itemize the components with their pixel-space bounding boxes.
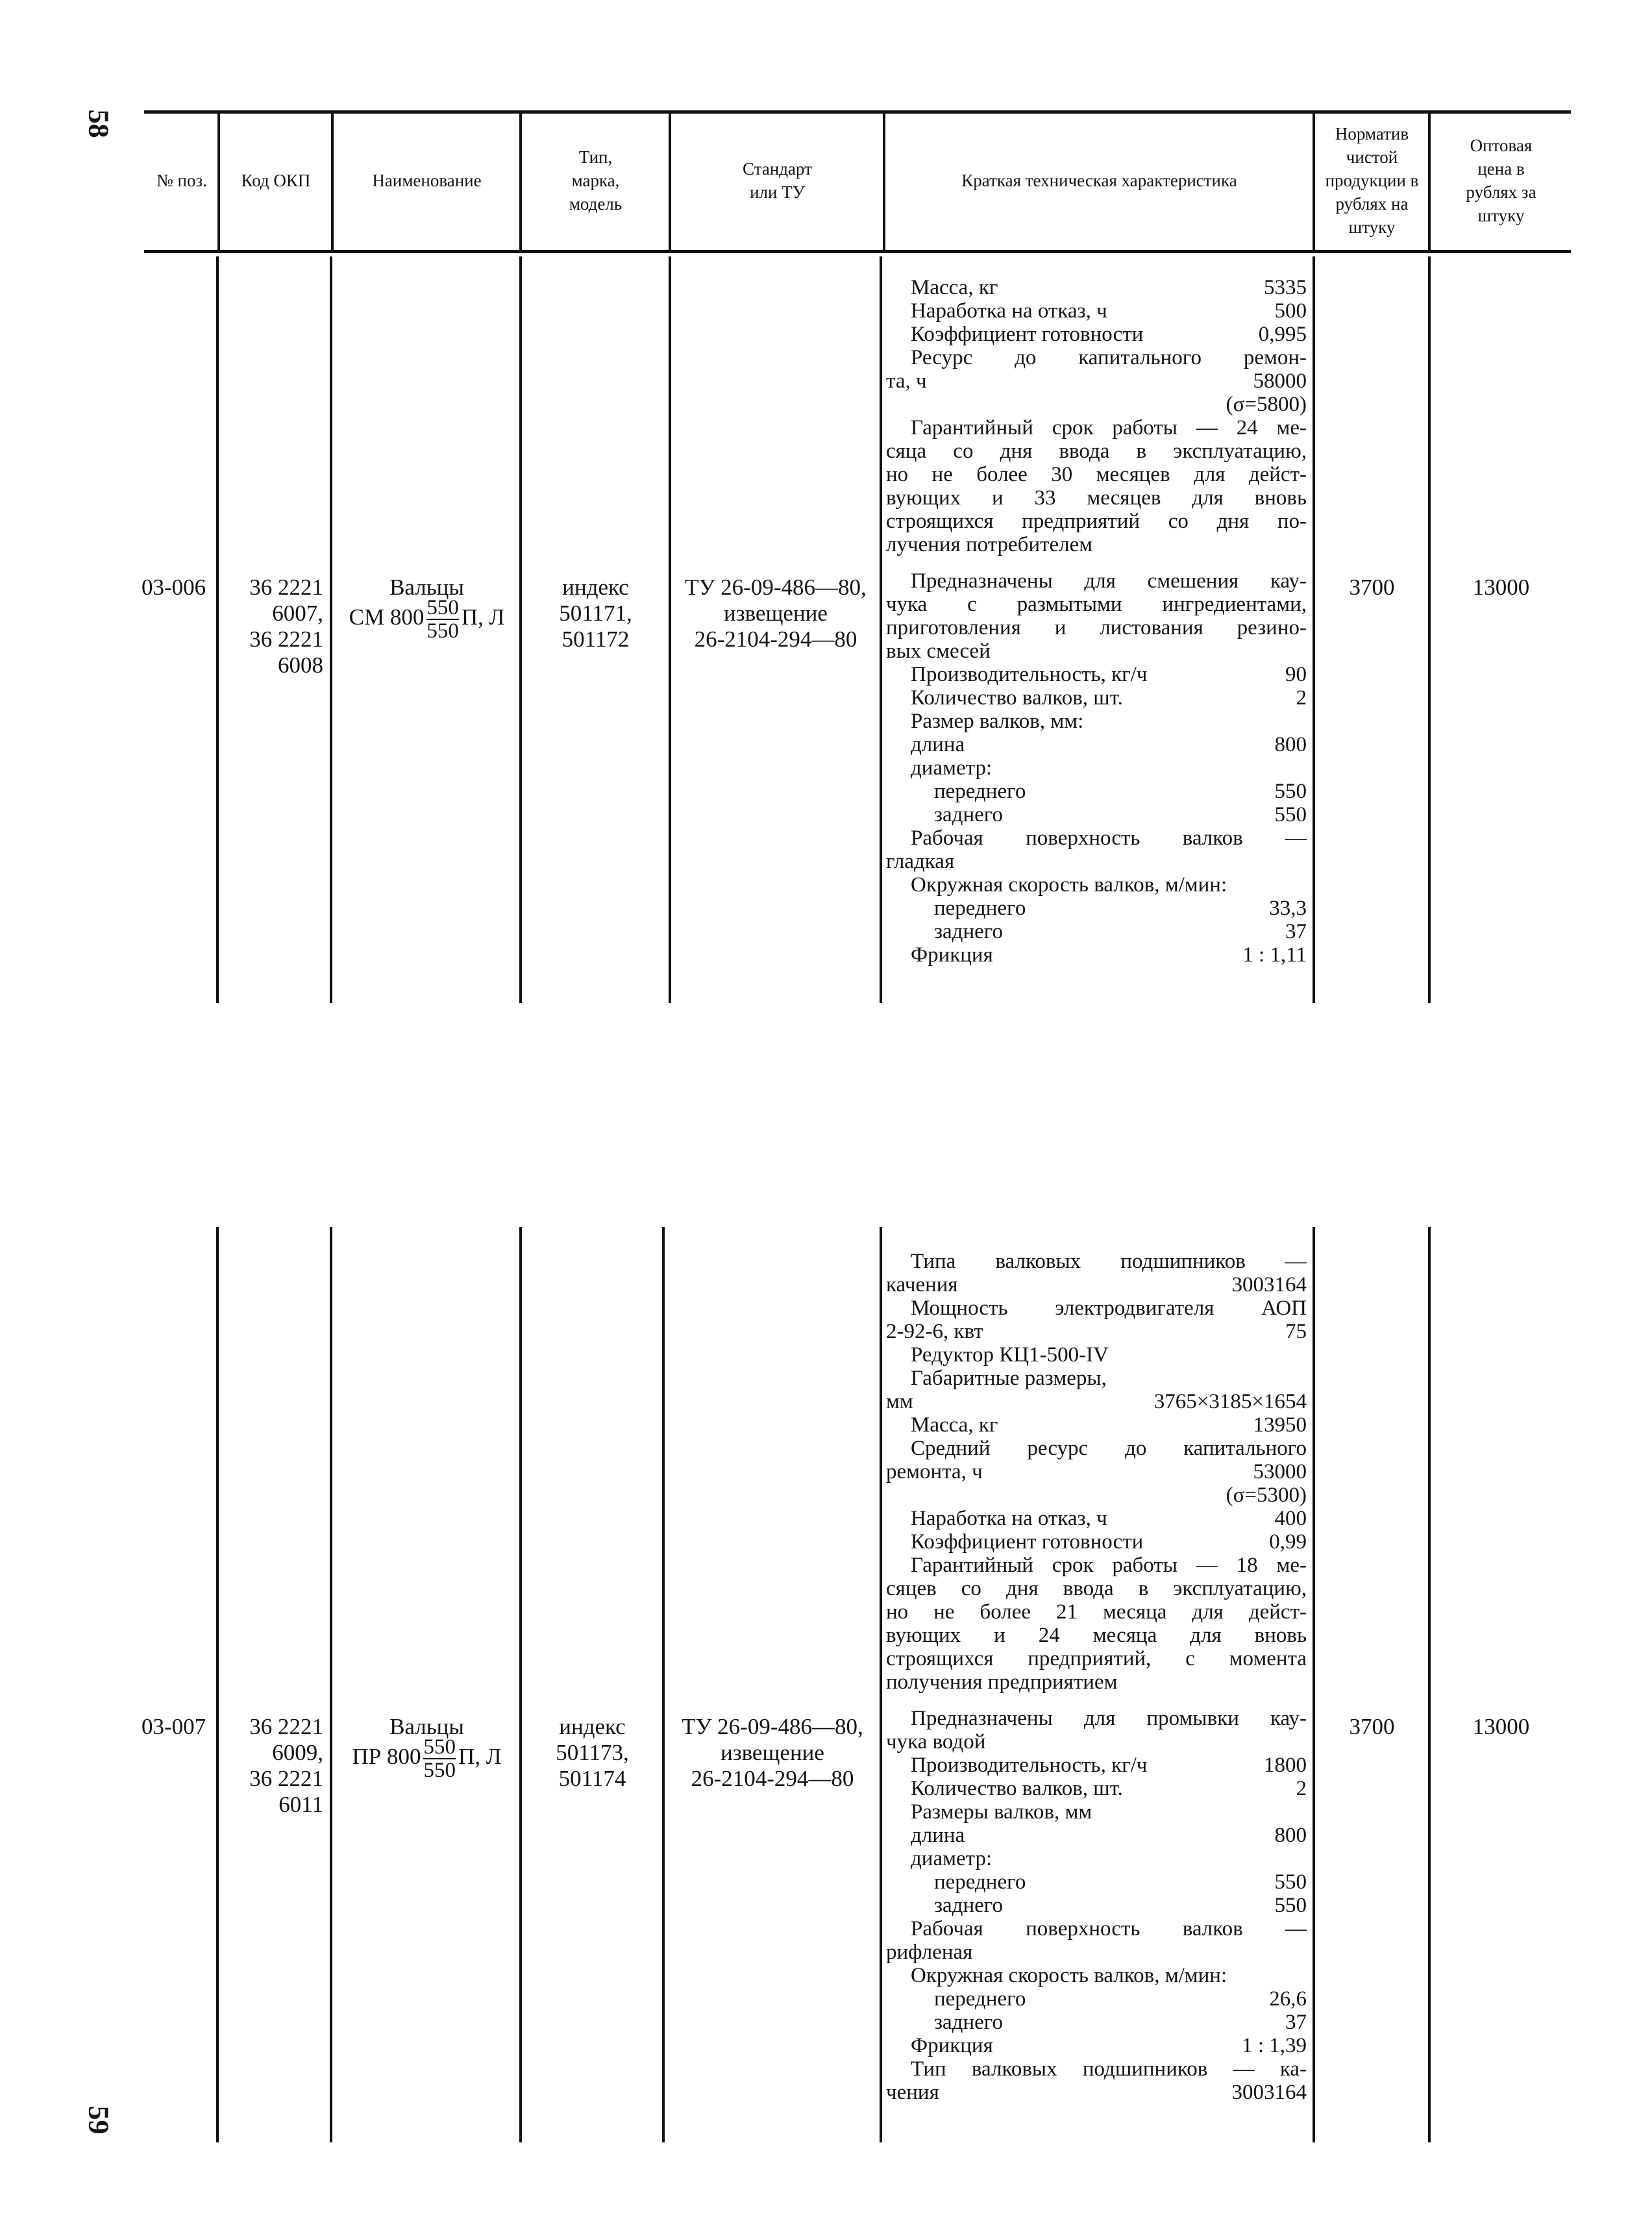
spec1-value: 550 xyxy=(1274,780,1307,803)
item1-name xyxy=(334,575,519,642)
header-sep-4 xyxy=(669,114,671,250)
spec2-value: 53000 xyxy=(1253,1460,1307,1483)
spec1-label: вых смесей xyxy=(886,639,991,663)
b2-col-line-5 xyxy=(880,1227,882,2142)
b2-col-line-7 xyxy=(1428,1227,1431,2142)
spec2-value: 400 xyxy=(1274,1507,1307,1530)
spec2-label: Мощность электродвигателя АОП xyxy=(911,1296,1307,1320)
spec2-line xyxy=(886,1730,1307,1754)
item2-model-prefix: ПР 800 xyxy=(352,1744,421,1770)
spec2-label: заднего xyxy=(934,1894,1003,1917)
item2-standard-line: ТУ 26-09-486—80, xyxy=(682,1714,863,1739)
item2-price: 13000 xyxy=(1472,1714,1530,1739)
item2-type-line: 501174 xyxy=(558,1766,626,1791)
spec2-line xyxy=(886,1917,1307,1941)
spec2-label: ремонта, ч xyxy=(886,1460,983,1483)
b1-col-line-1 xyxy=(216,256,219,1003)
spec1-line xyxy=(886,323,1307,346)
spec2-value: 550 xyxy=(1274,1894,1307,1917)
spec1-label: Предназначены для смешения кау- xyxy=(911,569,1307,593)
spec2-value: 1800 xyxy=(1264,1754,1307,1777)
spec1-value: 37 xyxy=(1285,920,1307,943)
spec2-label: длина xyxy=(911,1824,965,1847)
spec1-line xyxy=(886,710,1307,733)
spec2-label: строящихся предприятий, с момента xyxy=(886,1647,1307,1670)
spec1-label: Фрикция xyxy=(911,943,993,967)
b1-col-line-7 xyxy=(1428,256,1431,1003)
spec1-line xyxy=(886,463,1307,486)
b1-col-line-3 xyxy=(519,256,522,1003)
spec-block-1 xyxy=(886,276,1307,967)
spec1-line xyxy=(886,850,1307,873)
spec1-line xyxy=(886,780,1307,803)
spec1-line xyxy=(886,569,1307,593)
spec1-line xyxy=(886,276,1307,299)
item1-type-line: 501172 xyxy=(561,626,630,652)
spec2-line xyxy=(886,1577,1307,1600)
item1-standard-line: 26-2104-294—80 xyxy=(694,626,857,652)
header-name: Наименование xyxy=(372,170,482,190)
b1-col-line-2 xyxy=(330,256,332,1003)
spec2-line xyxy=(886,1296,1307,1320)
spec2-line xyxy=(886,1320,1307,1343)
spec1-line xyxy=(886,897,1307,920)
item1-okp-line: 6008 xyxy=(278,652,323,678)
spec2-label: Типа валковых подшипников — xyxy=(911,1250,1307,1273)
item1-standard-line: ТУ 26-09-486—80, xyxy=(685,575,867,600)
b1-col-line-4 xyxy=(669,256,671,1003)
spec1-line xyxy=(886,733,1307,756)
spec2-label: Количество валков, шт. xyxy=(911,1777,1123,1800)
item2-okp-line: 6009, xyxy=(272,1740,323,1765)
spec2-label: Фрикция xyxy=(911,2034,993,2057)
spec1-label: приготовления и листования резино- xyxy=(886,616,1307,639)
item1-standard xyxy=(672,575,880,652)
item1-okp-line: 36 2221 xyxy=(249,626,323,652)
spec2-value: 26,6 xyxy=(1269,1987,1307,2011)
item1-pos: 03-006 xyxy=(142,575,206,600)
spec1-label: Рабочая поверхность валков — xyxy=(911,826,1307,850)
spec1-line xyxy=(886,663,1307,686)
spec1-label: гладкая xyxy=(886,850,955,873)
spec1-line xyxy=(886,486,1307,510)
spec1-label: лучения потребителем xyxy=(886,533,1093,556)
b2-col-line-2 xyxy=(330,1227,332,2142)
header-type: Тип, марка, модель xyxy=(569,147,623,214)
spec2-line xyxy=(886,1273,1307,1296)
spec2-line xyxy=(886,2081,1307,2104)
spec1-label: длина xyxy=(911,733,965,756)
spec2-line xyxy=(886,1390,1307,1413)
item2-pos: 03-007 xyxy=(142,1714,206,1739)
spec2-label: Коэффициент готовности xyxy=(911,1530,1144,1554)
item1-model-suffix: П, Л xyxy=(461,604,505,630)
spec2-label: качения xyxy=(886,1273,958,1296)
spec2-label: Производительность, кг/ч xyxy=(911,1754,1148,1777)
spec1-value: 550 xyxy=(1274,803,1307,826)
spec2-line xyxy=(886,1437,1307,1460)
header-sep-5 xyxy=(883,114,885,250)
item2-okp-line: 6011 xyxy=(278,1792,323,1817)
spec2-line xyxy=(886,2034,1307,2057)
header-bottom-rule xyxy=(144,250,1571,253)
spec2-value: 2 xyxy=(1296,1777,1307,1800)
spec2-label: мм xyxy=(886,1390,913,1413)
header-sep-2 xyxy=(331,114,334,250)
item1-standard-line: извещение xyxy=(724,601,828,626)
spec2-label: вующих и 24 месяца для вновь xyxy=(886,1624,1307,1647)
spec2-label: Масса, кг xyxy=(911,1413,998,1437)
spec2-line xyxy=(886,1647,1307,1670)
spec1-label: Размер валков, мм: xyxy=(911,710,1084,733)
spec1-line xyxy=(886,593,1307,616)
spec2-label: Тип валковых подшипников — ка- xyxy=(911,2057,1307,2081)
b2-col-line-3 xyxy=(519,1227,522,2142)
header-sep-3 xyxy=(519,114,522,250)
header-okp: Код ОКП xyxy=(241,170,311,190)
spec2-line xyxy=(886,1870,1307,1894)
spec2-line xyxy=(886,1483,1307,1507)
spec1-value: (σ=5800) xyxy=(1226,393,1307,416)
spec2-line xyxy=(886,1670,1307,1694)
spec1-label: Наработка на отказ, ч xyxy=(911,299,1107,323)
spec2-line xyxy=(886,1694,1307,1707)
spec1-value: 1 : 1,11 xyxy=(1242,943,1307,967)
spec1-line xyxy=(886,943,1307,967)
spec2-line xyxy=(886,1413,1307,1437)
spec1-label: Масса, кг xyxy=(911,276,998,299)
item2-norm: 3700 xyxy=(1349,1714,1395,1739)
spec1-label: Ресурс до капитального ремон- xyxy=(911,346,1307,369)
spec2-value: 3765×3185×1654 xyxy=(1153,1390,1307,1413)
spec2-label: Гарантийный срок работы — 18 ме- xyxy=(911,1554,1307,1577)
spec2-line xyxy=(886,1987,1307,2011)
spec1-value: 90 xyxy=(1285,663,1307,686)
spec1-line xyxy=(886,556,1307,569)
spec2-line xyxy=(886,1777,1307,1800)
item1-model xyxy=(334,597,519,642)
item1-model-num: 550 xyxy=(426,596,459,619)
spec2-line xyxy=(886,1800,1307,1824)
b1-col-line-6 xyxy=(1313,256,1315,1003)
spec1-label: та, ч xyxy=(886,369,927,393)
spec2-label: переднего xyxy=(934,1870,1026,1894)
item2-okp-line: 36 2221 xyxy=(249,1766,323,1791)
spec2-line xyxy=(886,1460,1307,1483)
item2-model-suffix: П, Л xyxy=(458,1744,502,1770)
header-pos: № поз. xyxy=(156,170,207,190)
b2-col-line-4 xyxy=(662,1227,665,2142)
item2-type-line: индекс xyxy=(559,1714,626,1739)
spec1-line xyxy=(886,369,1307,393)
spec1-line xyxy=(886,756,1307,780)
spec1-label: вующих и 33 месяцев для вновь xyxy=(886,486,1307,510)
b2-col-line-6 xyxy=(1313,1227,1315,2142)
item1-price: 13000 xyxy=(1472,575,1530,600)
spec1-value: 800 xyxy=(1274,733,1307,756)
spec1-line xyxy=(886,510,1307,533)
header-spec: Краткая техническая характеристика xyxy=(961,170,1237,190)
spec2-line xyxy=(886,1707,1307,1730)
header-sep-7 xyxy=(1428,114,1431,250)
spec-block-2 xyxy=(886,1250,1307,2104)
page-number-bottom: 59 xyxy=(82,2105,115,2135)
spec1-label: но не более 30 месяцев для дейст- xyxy=(886,463,1307,486)
spec1-line xyxy=(886,616,1307,639)
header-price: Оптовая цена в рублях за штуку xyxy=(1466,135,1536,225)
spec2-value: (σ=5300) xyxy=(1226,1483,1307,1507)
item1-type xyxy=(523,575,669,652)
spec2-label: Средний ресурс до капитального xyxy=(911,1437,1307,1460)
spec2-label: Наработка на отказ, ч xyxy=(911,1507,1107,1530)
item2-name xyxy=(334,1714,519,1781)
page-number-top: 58 xyxy=(82,109,115,138)
item1-model-den: 550 xyxy=(426,619,459,643)
spec2-label: чения xyxy=(886,2081,939,2104)
item2-type-line: 501173, xyxy=(556,1740,629,1765)
spec2-label: но не более 21 месяца для дейст- xyxy=(886,1600,1307,1624)
spec1-line xyxy=(886,440,1307,463)
spec2-label: Рабочая поверхность валков — xyxy=(911,1917,1307,1941)
b1-col-line-5 xyxy=(880,256,882,1003)
header-sep-1 xyxy=(217,114,220,250)
spec1-line xyxy=(886,416,1307,440)
spec1-label: диаметр: xyxy=(911,756,992,780)
spec2-line xyxy=(886,1824,1307,1847)
spec1-label: строящихся предприятий со дня по- xyxy=(886,510,1307,533)
spec2-label: 2-92-6, квт xyxy=(886,1320,983,1343)
spec2-value: 1 : 1,39 xyxy=(1242,2034,1307,2057)
spec2-line xyxy=(886,1250,1307,1273)
spec2-line xyxy=(886,1367,1307,1390)
header-standard: Стандарт или ТУ xyxy=(743,158,812,202)
spec2-label: Окружная скорость валков, м/мин: xyxy=(911,1964,1227,1987)
spec1-value: 0,995 xyxy=(1258,323,1307,346)
spec2-label: Редуктор КЦ1-500-IV xyxy=(911,1343,1109,1367)
spec2-label: сяцев со дня ввода в эксплуатацию, xyxy=(886,1577,1307,1600)
spec2-label: Предназначены для промывки кау- xyxy=(911,1707,1307,1730)
spec2-value: 0,99 xyxy=(1269,1530,1307,1554)
spec2-label: Размеры валков, мм xyxy=(911,1800,1092,1824)
item2-standard-line: 26-2104-294—80 xyxy=(691,1766,854,1791)
item2-okp xyxy=(226,1714,323,1818)
spec1-line xyxy=(886,639,1307,663)
spec2-line xyxy=(886,1343,1307,1367)
item1-type-line: 501171, xyxy=(559,601,632,626)
spec2-line xyxy=(886,2057,1307,2081)
spec1-line xyxy=(886,533,1307,556)
spec1-line xyxy=(886,826,1307,850)
spec1-label: переднего xyxy=(934,897,1026,920)
item1-type-line: индекс xyxy=(562,575,629,600)
spec2-line xyxy=(886,1530,1307,1554)
spec2-label: Габаритные размеры, xyxy=(911,1367,1107,1390)
item2-standard-line: извещение xyxy=(721,1740,824,1765)
item2-type xyxy=(523,1714,662,1792)
spec2-line xyxy=(886,1624,1307,1647)
spec1-value: 2 xyxy=(1296,686,1307,710)
spec1-line xyxy=(886,803,1307,826)
spec2-line xyxy=(886,1507,1307,1530)
spec1-label: Окружная скорость валков, м/мин: xyxy=(911,873,1227,897)
spec2-line xyxy=(886,1964,1307,1987)
spec1-label: Гарантийный срок работы — 24 ме- xyxy=(911,416,1307,440)
item2-model-den: 550 xyxy=(423,1759,456,1782)
spec2-label: переднего xyxy=(934,1987,1026,2011)
spec2-value: 550 xyxy=(1274,1870,1307,1894)
spec1-line xyxy=(886,346,1307,369)
spec1-line xyxy=(886,686,1307,710)
spec1-value: 58000 xyxy=(1253,369,1307,393)
item2-model-fraction xyxy=(423,1736,456,1781)
spec2-line xyxy=(886,1941,1307,1964)
spec2-label: чука водой xyxy=(886,1730,986,1754)
item2-name-label: Вальцы xyxy=(389,1714,464,1739)
item1-name-label: Вальцы xyxy=(389,575,464,600)
item1-model-prefix: СМ 800 xyxy=(349,604,425,630)
spec1-label: заднего xyxy=(934,920,1003,943)
spec1-line xyxy=(886,920,1307,943)
b2-col-line-1 xyxy=(216,1227,219,2142)
spec1-label: переднего xyxy=(934,780,1026,803)
spec2-label: получения предприятием xyxy=(886,1670,1118,1694)
spec2-line xyxy=(886,2011,1307,2034)
spec2-value: 37 xyxy=(1285,2011,1307,2034)
spec2-line xyxy=(886,1600,1307,1624)
spec1-label: Коэффициент готовности xyxy=(911,323,1144,346)
spec1-line xyxy=(886,873,1307,897)
header-sep-6 xyxy=(1313,114,1315,250)
spec1-value: 33,3 xyxy=(1269,897,1307,920)
spec1-label: Производительность, кг/ч xyxy=(911,663,1148,686)
spec1-label: заднего xyxy=(934,803,1003,826)
spec1-label: Количество валков, шт. xyxy=(911,686,1123,710)
spec2-value: 13950 xyxy=(1253,1413,1307,1437)
spec2-line xyxy=(886,1554,1307,1577)
item1-okp xyxy=(226,575,323,678)
spec2-value: 75 xyxy=(1285,1320,1307,1343)
spec1-value: 5335 xyxy=(1264,276,1307,299)
spec1-line xyxy=(886,393,1307,416)
spec2-label: диаметр: xyxy=(911,1847,992,1870)
spec1-label: чука с размытыми ингредиентами, xyxy=(886,593,1307,616)
spec2-label: рифленая xyxy=(886,1941,973,1964)
spec2-line xyxy=(886,1894,1307,1917)
item1-norm: 3700 xyxy=(1349,575,1395,600)
item2-okp-line: 36 2221 xyxy=(249,1714,323,1739)
spec1-label: сяца со дня ввода в эксплуатацию, xyxy=(886,440,1307,463)
spec2-value: 3003164 xyxy=(1231,2081,1307,2104)
item1-model-fraction xyxy=(426,597,459,642)
item2-standard xyxy=(665,1714,880,1792)
spec2-line xyxy=(886,1847,1307,1870)
item2-model xyxy=(334,1736,519,1781)
header-norm: Норматив чистой продукции в рублях на штуку xyxy=(1325,123,1419,237)
item2-model-num: 550 xyxy=(423,1735,456,1759)
spec2-value: 800 xyxy=(1274,1824,1307,1847)
spec2-value: 3003164 xyxy=(1231,1273,1307,1296)
item1-okp-line: 6007, xyxy=(272,601,323,626)
item1-okp-line: 36 2221 xyxy=(249,575,323,600)
spec1-line xyxy=(886,299,1307,323)
spec2-line xyxy=(886,1754,1307,1777)
spec2-label: заднего xyxy=(934,2011,1003,2034)
spec1-value: 500 xyxy=(1274,299,1307,323)
